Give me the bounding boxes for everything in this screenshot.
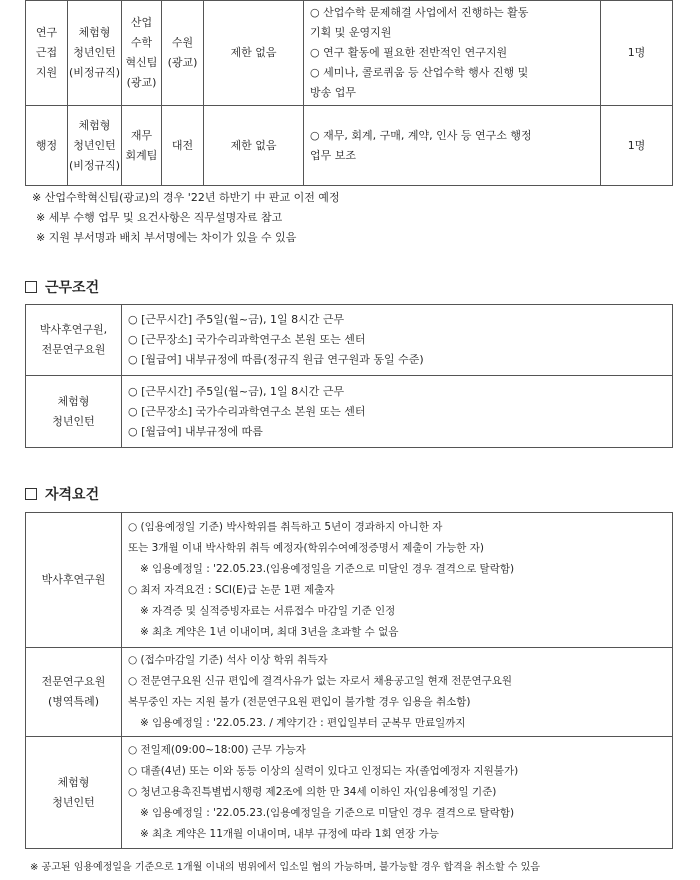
text-line: 복무중인 자는 지원 불가 (전문연구요원 편입이 불가할 경우 임용을 취소함): [128, 696, 471, 708]
text-line: 산업: [130, 16, 153, 29]
text-line: (비정규직): [68, 66, 121, 79]
text-line: ○ [근무시간] 주5일(월~금), 1일 8시간 근무: [128, 384, 345, 398]
checkbox-square-icon: [25, 488, 37, 500]
location-cell: [162, 106, 204, 186]
text-line: ○ [월급여] 내부규정에 따름(정규직 원급 연구원과 동일 수준): [128, 353, 424, 366]
table-row: [26, 737, 673, 849]
text-line: 업무 보조: [310, 148, 357, 162]
text-line: ※ 임용예정일 : '22.05.23.(임용예정일을 기준으로 미달인 경우 결격으로 탈락함): [140, 563, 515, 575]
work-conditions-table: [25, 304, 673, 448]
text-line: 청년인턴: [52, 795, 95, 809]
text-line: 전문연구요원: [41, 675, 106, 688]
table-row: [26, 1, 673, 106]
table-row: [26, 513, 673, 648]
text-line: ○ [근무장소] 국가수리과학연구소 본원 또는 센터: [128, 404, 366, 418]
row-items: [122, 513, 673, 648]
row-label: [26, 305, 122, 376]
text-line: 박사후연구원: [41, 573, 106, 586]
team-cell: [122, 106, 162, 186]
row-label: [26, 513, 122, 648]
text-line: ※ 자격증 및 실적증빙자료는 서류접수 마감일 기준 인정: [140, 605, 396, 617]
section-title-text: 자격요건: [45, 487, 100, 503]
text-line: ○ 전일제(09:00~18:00) 근무 가능자: [128, 744, 306, 756]
text-line: 기획 및 운영지원: [310, 26, 392, 39]
category-cell: [26, 1, 68, 106]
text-line: (광교): [126, 76, 157, 89]
text-line: 연구: [35, 26, 58, 39]
duties-cell: [304, 1, 601, 106]
text-line: ※ 최초 계약은 1년 이내이며, 최대 3년을 초과할 수 없음: [140, 626, 399, 638]
text-line: ○ 재무, 회계, 구매, 계약, 인사 등 연구소 행정: [310, 128, 532, 142]
text-line: 박사후연구원,: [39, 323, 108, 336]
table-row: [26, 648, 673, 737]
note-line: ※ 지원 부서명과 배치 부서명에는 차이가 있을 수 있음: [36, 231, 297, 244]
text-line: ※ 임용예정일 : '22.05.23. / 계약기간 : 편입일부터 군복무 만료일까지: [140, 717, 466, 729]
text-line: 체험형: [78, 118, 111, 132]
text-line: ○ 세미나, 콜로퀴움 등 산업수학 행사 진행 및: [310, 66, 529, 79]
employment-type-cell: [68, 106, 122, 186]
section-title-work: [25, 277, 99, 297]
count-cell: 1명: [601, 1, 673, 106]
text-line: ○ (접수마감일 기준) 석사 이상 학위 취득자: [128, 654, 328, 666]
section-title-text: 근무조건: [45, 280, 100, 296]
text-line: 행정: [35, 138, 58, 152]
text-line: ○ 최저 자격요건 : SCI(E)급 논문 1편 제출자: [128, 584, 335, 596]
row-label: [26, 376, 122, 448]
row-items: [122, 737, 673, 849]
text-line: 혁신팀: [125, 56, 158, 69]
text-line: 방송 업무: [310, 86, 357, 99]
text-line: ○ 연구 활동에 필요한 전반적인 연구지원: [310, 46, 508, 59]
footer-note: ※ 공고된 임용예정일을 기준으로 1개월 이내의 범위에서 입소일 협의 가능하며, 불가능할 경우 합격을 취소할 수 있음: [30, 862, 540, 873]
section-title-qualifications: [25, 484, 99, 504]
text-line: 근접: [35, 46, 58, 59]
text-line: 청년인턴: [52, 414, 95, 428]
text-line: ○ [월급여] 내부규정에 따름: [128, 424, 263, 438]
note-line: ※ 산업수학혁신팀(광교)의 경우 '22년 하반기 中 판교 이전 예정: [32, 191, 340, 204]
text-line: 체험형: [57, 394, 90, 408]
location-cell: [162, 1, 204, 106]
text-line: 전문연구요원: [41, 343, 106, 356]
text-line: 재무: [130, 128, 153, 142]
text-line: ○ [근무시간] 주5일(월~금), 1일 8시간 근무: [128, 313, 345, 326]
employment-type-cell: [68, 1, 122, 106]
restriction-cell: 제한 없음: [204, 1, 304, 106]
category-cell: [26, 106, 68, 186]
table-row: [26, 376, 673, 448]
table-row: [26, 305, 673, 376]
text-line: 체험형: [57, 775, 90, 789]
text-line: 회계팀: [125, 148, 158, 162]
duties-cell: [304, 106, 601, 186]
count-cell: 1명: [601, 106, 673, 186]
text-line: ○ (임용예정일 기준) 박사학위를 취득하고 5년이 경과하지 아니한 자: [128, 521, 443, 533]
team-cell: [122, 1, 162, 106]
row-label: [26, 737, 122, 849]
text-line: 수학: [130, 36, 153, 49]
text-line: 수원: [171, 36, 194, 49]
text-line: 청년인턴: [73, 138, 116, 152]
text-line: 청년인턴: [73, 46, 116, 59]
note-line: ※ 세부 수행 업무 및 요건사항은 직무설명자료 참고: [36, 211, 283, 224]
text-line: 지원: [35, 66, 58, 79]
text-line: (비정규직): [68, 158, 121, 172]
row-items: [122, 648, 673, 737]
text-line: (광교): [167, 56, 198, 69]
checkbox-square-icon: [25, 281, 37, 293]
text-line: 대전: [171, 138, 194, 152]
text-line: (병역특례): [47, 695, 100, 708]
text-line: ○ 대졸(4년) 또는 이와 동등 이상의 실력이 있다고 인정되는 자(졸업예정자 지원불가): [128, 765, 519, 777]
position-table: [25, 0, 673, 186]
row-items: [122, 305, 673, 376]
text-line: 체험형: [78, 26, 111, 39]
text-line: 또는 3개월 이내 박사학위 취득 예정자(학위수여예정증명서 제출이 가능한 자): [128, 542, 485, 554]
row-label: [26, 648, 122, 737]
restriction-cell: 제한 없음: [204, 106, 304, 186]
text-line: ○ [근무장소] 국가수리과학연구소 본원 또는 센터: [128, 333, 366, 346]
row-items: [122, 376, 673, 448]
qualifications-table: [25, 512, 673, 849]
text-line: ○ 전문연구요원 신규 편입에 결격사유가 없는 자로서 채용공고일 현재 전문연구요원: [128, 675, 513, 687]
text-line: ○ 청년고용촉진특별법시행령 제2조에 의한 만 34세 이하인 자(임용예정일 기준): [128, 786, 497, 798]
table-row: [26, 106, 673, 186]
text-line: ※ 임용예정일 : '22.05.23.(임용예정일을 기준으로 미달인 경우 결격으로 탈락함): [140, 807, 515, 819]
text-line: ○ 산업수학 문제해결 사업에서 진행하는 활동: [310, 6, 529, 19]
text-line: ※ 최초 계약은 11개월 이내이며, 내부 규정에 따라 1회 연장 가능: [140, 828, 439, 840]
